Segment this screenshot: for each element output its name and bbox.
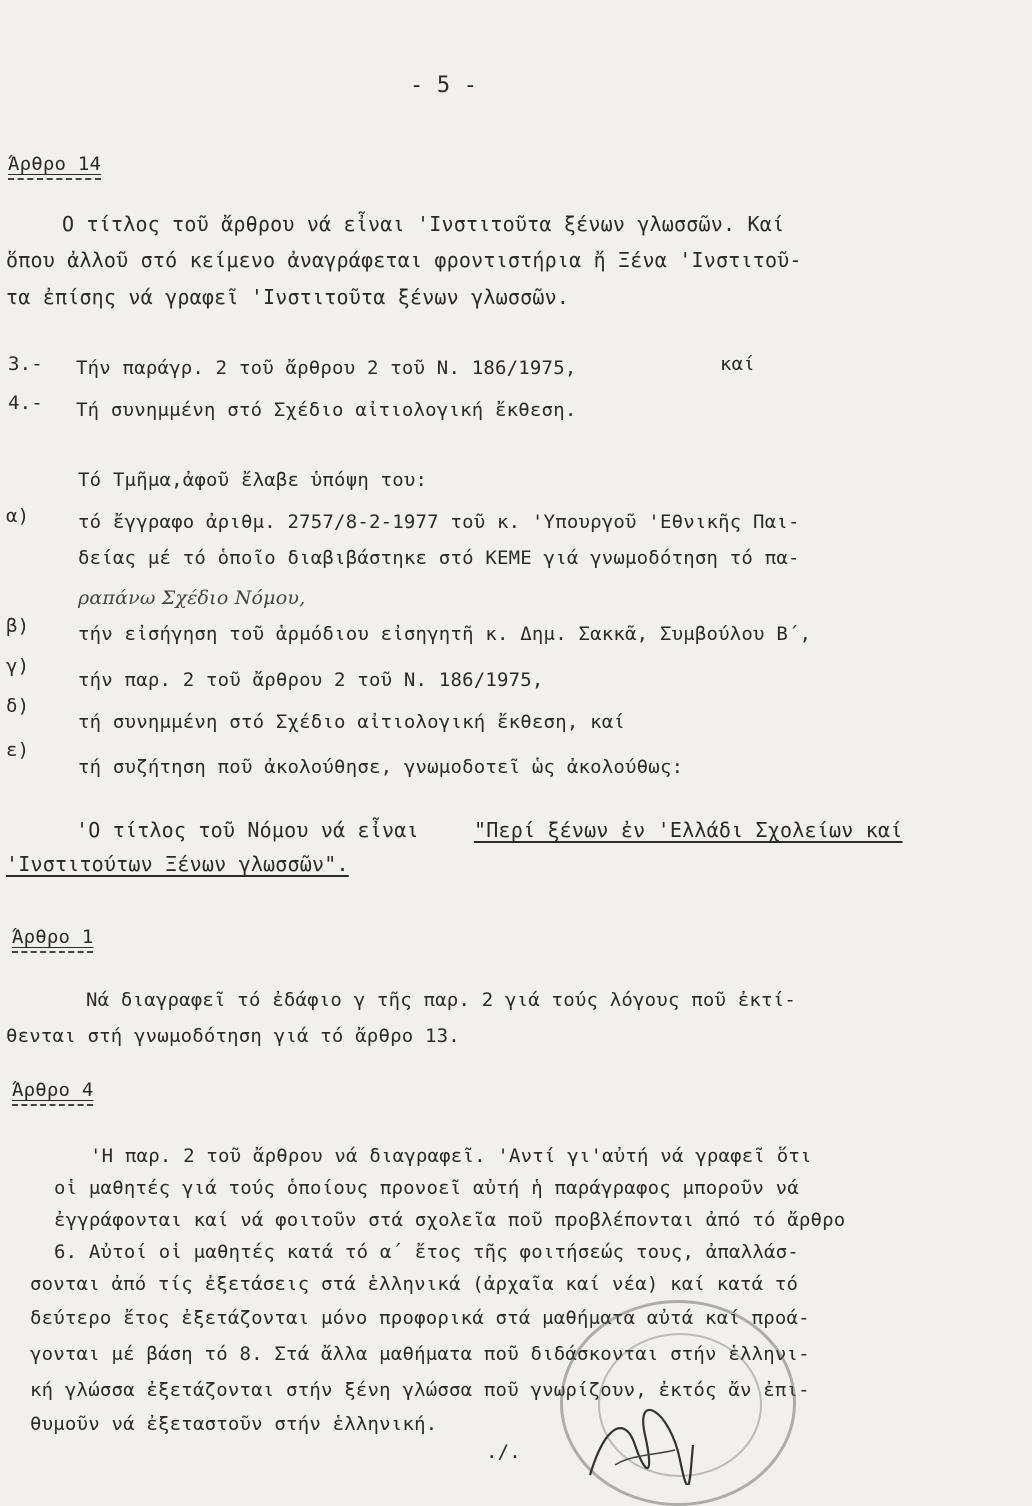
article-4-line-4: 6. Αὐτοί οἱ μαθητές κατά τό α΄ ἔτος τῆς φοιτήσεώς τους, ἀπαλλάσ-	[54, 1241, 799, 1263]
article-4-line-8: κή γλώσσα ἐξετάζονται στήν ξένη γλώσσα ποῦ γνωρίζουν, ἐκτός ἄν ἐπι-	[30, 1379, 810, 1401]
article-14-line-1: Ο τίτλος τοῦ ἄρθρου νά εἶναι 'Ινστιτοῦτα ξένων γλωσσῶν. Καί	[62, 212, 785, 236]
article-4-line-2: οἱ μαθητές γιά τούς ὁποίους προνοεῖ αὐτή ἡ παράγραφος μποροῦν νά	[54, 1177, 799, 1199]
article-4-line-3: ἐγγράφονται καί νά φοιτοῦν στά σχολεῖα ποῦ προβλέπονται ἀπό τό ἄρθρο	[54, 1209, 846, 1231]
considered-d-letter: δ)	[6, 695, 30, 717]
article-14-heading: Άρθρο 14	[8, 152, 101, 180]
article-4-line-7: γονται μέ βάση τό 8. Στά ἄλλα μαθήματα ποῦ διδάσκονται στήν ἑλληνι-	[30, 1343, 810, 1365]
article-1-line-1: Νά διαγραφεῖ τό ἐδάφιο γ τῆς παρ. 2 γιά τούς λόγους ποῦ ἐκτί-	[86, 989, 796, 1011]
considered-e-line-1: τή συζήτηση ποῦ ἀκολούθησε, γνωμοδοτεῖ ὡς ἀκολούθως:	[78, 756, 684, 778]
considered-a-line-2: δείας μέ τό ὁποῖο διαβιβάστηκε στό ΚΕΜΕ γιά γνωμοδότηση τό πα-	[78, 547, 800, 569]
considered-a-letter: α)	[6, 505, 30, 527]
department-intro: Τό Τμῆμα,ἀφοῦ ἔλαβε ὑπόψη του:	[78, 469, 428, 491]
item-4-text: Τή συνημμένη στό Σχέδιο αἰτιολογική ἔκθεση.	[76, 399, 577, 421]
item-3-tail: καί	[720, 353, 755, 375]
law-title-quoted-1: "Περί ξένων ἐν 'Ελλάδι Σχολείων καί	[474, 818, 903, 842]
handwritten-signature	[585, 1405, 695, 1485]
article-4-line-6: δεύτερο ἔτος ἐξετάζονται μόνο προφορικά στά μαθήματα αὐτά καί προά-	[30, 1307, 810, 1329]
considered-c-line-1: τήν παρ. 2 τοῦ ἄρθρου 2 τοῦ Ν. 186/1975,	[78, 669, 544, 691]
considered-a-line-3: ραπάνω Σχέδιο Νόμου,	[78, 587, 306, 609]
article-4-line-1: 'Η παρ. 2 τοῦ ἄρθρου νά διαγραφεῖ. 'Αντί γι'αὐτή νά γραφεῖ ὅτι	[90, 1145, 812, 1167]
article-1-line-2: θενται στή γνωμοδότηση γιά τό ἄρθρο 13.	[6, 1025, 460, 1047]
considered-b-line-1: τήν εἰσήγηση τοῦ ἁρμόδιου εἰσηγητῆ κ. Δημ. Σακκᾶ, Συμβούλου Β΄,	[78, 623, 812, 645]
article-4-line-9: θυμοῦν νά ἐξεταστοῦν στήν ἑλληνική.	[30, 1413, 438, 1435]
page-number: - 5 -	[410, 73, 478, 98]
article-14-line-3: τα ἐπίσης νά γραφεῖ 'Ινστιτοῦτα ξένων γλωσσῶν.	[6, 285, 570, 309]
article-1-heading: Άρθρο 1	[12, 925, 93, 953]
continuation-mark: ./.	[486, 1441, 521, 1463]
considered-c-letter: γ)	[6, 655, 30, 677]
considered-b-letter: β)	[6, 615, 30, 637]
item-4-number: 4.-	[8, 392, 43, 414]
law-title-prefix: 'Ο τίτλος τοῦ Νόμου νά εἶναι	[76, 818, 419, 842]
article-4-heading: Άρθρο 4	[12, 1078, 93, 1106]
article-4-line-5: σονται ἀπό τίς ἐξετάσεις στά ἑλληνικά (ἀρχαῖα καί νέα) καί κατά τό	[30, 1273, 799, 1295]
item-3-text: Τήν παράγρ. 2 τοῦ ἄρθρου 2 τοῦ Ν. 186/1975,	[76, 357, 577, 379]
considered-d-line-1: τή συνημμένη στό Σχέδιο αἰτιολογική ἔκθεση, καί	[78, 711, 626, 733]
considered-e-letter: ε)	[6, 739, 30, 761]
law-title-quoted-2: 'Ινστιτούτων Ξένων γλωσσῶν".	[6, 852, 349, 876]
article-14-line-2: ὅπου ἀλλοῦ στό κείμενο ἀναγράφεται φροντιστήρια ἤ Ξένα 'Ινστιτοῦ-	[6, 248, 802, 272]
item-3-number: 3.-	[8, 353, 43, 375]
considered-a-line-1: τό ἔγγραφο ἀριθμ. 2757/8-2-1977 τοῦ κ. 'Υπουργοῦ 'Εθνικῆς Παι-	[78, 511, 800, 533]
